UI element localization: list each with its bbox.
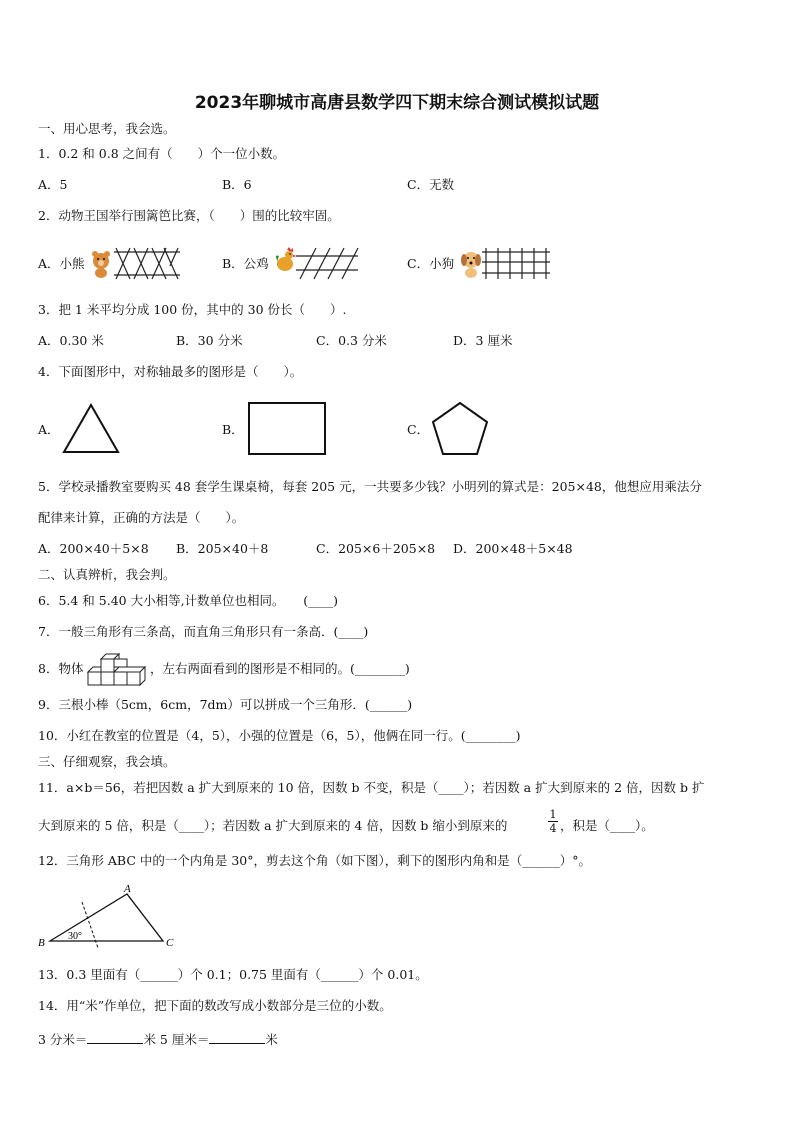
question-1-option-a: A．5: [38, 177, 68, 192]
question-14-answer-line: [38, 1030, 278, 1048]
section-heading-2: 二、认真辨析，我会判。: [38, 567, 176, 582]
vertex-label-b: B: [38, 937, 45, 949]
triangle-abc-diagram: [36, 880, 181, 950]
question-5-option-d: D．200×48＋5×48: [453, 541, 573, 556]
question-3-option-d: D．3 厘米: [453, 333, 513, 348]
answer-blank-1[interactable]: [87, 1030, 143, 1044]
question-5-option-c: C．205×6＋205×8: [316, 541, 436, 556]
question-1-stem: 1．0.2 和 0.8 之间有（ ）个一位小数。: [38, 146, 286, 161]
question-14-stem: 14．用“米”作单位，把下面的数改写成小数部分是三位的小数。: [38, 998, 392, 1013]
dog-icon: [461, 252, 481, 278]
question-3-option-c: C．0.3 分米: [316, 333, 387, 348]
question-6: 6．5.4 和 5.40 大小相等,计数单位也相同。 (____): [38, 593, 339, 608]
section-heading-1: 一、用心思考，我会选。: [38, 121, 176, 136]
question-2-option-a: A．小熊: [38, 256, 85, 271]
question-10: 10．小红在教室的位置是（4，5），小强的位置是（6，5），他俩在同一行。(________): [38, 728, 521, 743]
question-14-part-1: 3 分米＝: [38, 1032, 88, 1047]
question-8-suffix: ，左右两面看到的图形是不相同的。(________): [150, 661, 410, 676]
question-14-part-3: 米: [265, 1032, 278, 1047]
rooster-fence-illustration: [274, 246, 360, 280]
question-8-prefix: 8．物体: [38, 661, 84, 676]
cube-stack-illustration: [86, 648, 148, 688]
question-14-part-2: 米 5 厘米＝: [143, 1032, 210, 1047]
question-9: 9．三根小棒（5cm，6cm，7dm）可以拼成一个三角形．(______): [38, 697, 413, 712]
question-11-line-2b: ，积是（____）。: [560, 818, 654, 833]
question-13: 13．0.3 里面有（______）个 0.1；0.75 里面有（______）个 0.01。: [38, 967, 428, 982]
question-5-option-a: A．200×40＋5×8: [38, 541, 149, 556]
question-4-option-b: B．: [222, 422, 244, 437]
angle-label: 30°: [68, 931, 82, 942]
question-1-option-b: B．6: [222, 177, 252, 192]
question-11-line-1: 11．a×b＝56，若把因数 a 扩大到原来的 10 倍，因数 b 不变，积是（____）；若因数 a 扩大到原来的 2 倍，因数 b 扩: [38, 780, 705, 795]
rectangle-shape: [247, 401, 327, 456]
question-11-line-2a: 大到原来的 5 倍，积是（____）；若因数 a 扩大到原来的 4 倍，因数 b 缩小到原来的: [38, 818, 508, 833]
question-3-option-a: A．0.30 米: [38, 333, 104, 348]
dog-fence-illustration: [460, 246, 552, 280]
question-4-stem: 4．下面图形中，对称轴最多的图形是（ ）。: [38, 364, 303, 379]
triangle-shape: [62, 403, 120, 455]
bear-fence-illustration: [90, 246, 182, 280]
question-1-option-c: C．无数: [407, 177, 455, 192]
question-5-line-1: 5．学校录播教室要购买 48 套学生课桌椅，每套 205 元，一共要多少钱？小明列的算式是：205×48，他想应用乘法分: [38, 479, 702, 494]
question-2-stem: 2．动物王国举行围篱笆比赛，（ ）围的比较牢固。: [38, 208, 340, 223]
vertex-label-c: C: [166, 937, 174, 949]
rooster-icon: [276, 247, 297, 271]
vertex-label-a: A: [124, 883, 131, 895]
question-3-stem: 3．把 1 米平均分成 100 份，其中的 30 份长（ ）.: [38, 302, 347, 317]
question-2-option-b: B．公鸡: [222, 256, 269, 271]
question-4-option-c: C．: [407, 422, 430, 437]
question-2-option-c: C．小狗: [407, 256, 455, 271]
question-5-line-2: 配律来计算，正确的方法是（ ）。: [38, 510, 245, 525]
pentagon-shape: [431, 401, 489, 457]
question-3-option-b: B．30 分米: [176, 333, 243, 348]
fraction-one-quarter: [548, 809, 558, 834]
fraction-numerator: 1: [549, 808, 557, 821]
answer-blank-2[interactable]: [209, 1030, 265, 1044]
question-12-stem: 12．三角形 ABC 中的一个内角是 30°，剪去这个角（如下图），剩下的图形内角和是（______）°。: [38, 853, 591, 868]
question-4-option-a: A．: [38, 422, 60, 437]
question-7: 7．一般三角形有三条高，而直角三角形只有一条高．(____): [38, 624, 369, 639]
question-5-option-b: B．205×40＋8: [176, 541, 269, 556]
page-title: 2023年聊城市高唐县数学四下期末综合测试模拟试题: [194, 93, 600, 113]
fraction-denominator: 4: [549, 822, 557, 835]
section-heading-3: 三、仔细观察，我会填。: [38, 754, 176, 769]
bear-icon: [92, 251, 110, 278]
